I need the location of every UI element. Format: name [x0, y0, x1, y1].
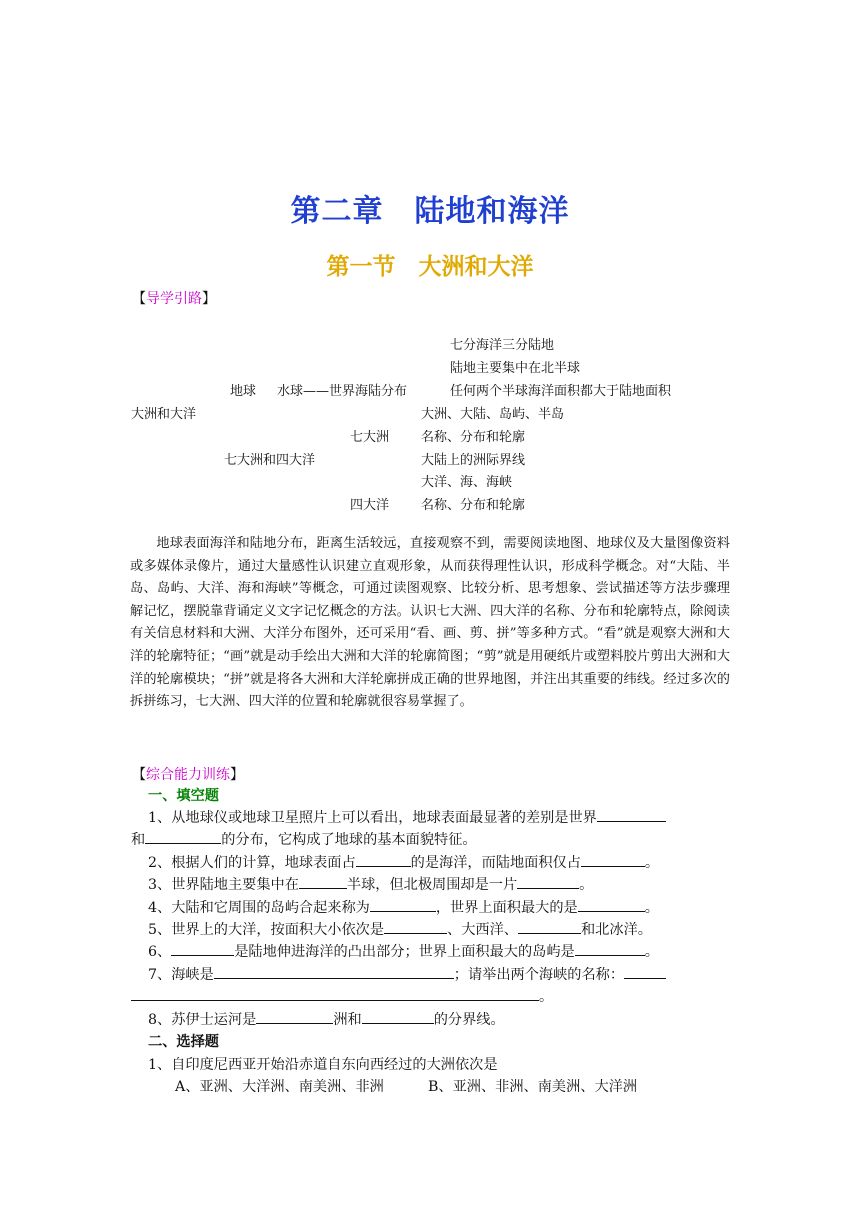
section-heading-choice: 二、选择题	[148, 1034, 219, 1050]
outline-four-oceans: 四大洋	[350, 498, 390, 513]
intro-paragraph: 地球表面海洋和陆地分布，距离生活较远，直接观察不到，需要阅读地图、地球仪及大量图像资料或多媒体录像片，通过大量感性认识建立直观形象，从而获得理性认识，形成科学概念。对“大陆、半岛、岛屿、大洋、海和海峡”等概念，可通过读图观察、比较分析、思考想象、尝试描述等方法步骤理解记忆，摆脱靠背诵定义文字记忆概念的方法。认识七大洲、四大洋的名称、分布和轮廓特点，除阅读有关信息材料和大洲、大洋分布图外，还可采用“看、画、剪、拼”等多种方式。“看”就是观察大洲和大洋的轮廓特征；“画”就是动手绘出大洲和大洋的轮廓简图；“剪”就是用硬纸片或塑料胶片剪出大洲和大洋的轮廓模块；“拼”就是将各大洲和大洋轮廓拼成正确的世界地图，并注出其重要的纬线。经过多次的拆拼练习，七大洲、四大洋的位置和轮廓就很容易掌握了。	[130, 536, 730, 710]
outline-water-planet: 水球——世界海陆分布	[277, 384, 408, 399]
choice-option-b[interactable]: B、亚洲、非洲、南美洲、大洋洲	[428, 1079, 638, 1095]
choice-option-a[interactable]: A、亚洲、大洋洲、南美洲、非洲	[175, 1079, 384, 1095]
answer-blank[interactable]	[145, 829, 221, 844]
q5-text-a: 5、世界上的大洋，按面积大小依次是	[148, 922, 385, 938]
outline-item: 七分海洋三分陆地	[450, 338, 555, 353]
q7-text-c: 。	[539, 989, 554, 1005]
q8-text-a: 8、苏伊士运河是	[148, 1012, 257, 1028]
q3-text-c: 。	[579, 877, 594, 893]
section-heading-fill: 一、填空题	[148, 788, 219, 804]
answer-blank[interactable]	[581, 852, 645, 867]
outline-item: 任何两个半球海洋面积都大于陆地面积	[450, 384, 672, 399]
guide-heading	[132, 288, 216, 308]
q6-text-a: 6、	[148, 944, 172, 960]
answer-blank[interactable]	[578, 897, 645, 912]
answer-blank[interactable]	[575, 941, 645, 956]
answer-blank[interactable]	[518, 919, 581, 934]
answer-blank[interactable]	[356, 852, 411, 867]
question-2	[148, 852, 659, 872]
outline-item: 陆地主要集中在北半球	[450, 361, 581, 376]
q1-text-c: 的分布，它构成了地球的基本面貌特征。	[221, 832, 477, 848]
answer-blank[interactable]	[171, 941, 234, 956]
outline-item: 大洲、大陆、岛屿、半岛	[421, 407, 565, 422]
outline-item: 名称、分布和轮廓	[421, 498, 526, 513]
question-1-line2	[131, 829, 477, 849]
outline-item: 大洋、海、海峡	[421, 475, 513, 490]
q4-text-a: 4、大陆和它周围的岛屿合起来称为	[148, 900, 370, 916]
q1-text-a: 1、从地球仪或地球卫星照片上可以看出，地球表面最显著的差别是世界	[148, 810, 597, 826]
answer-blank[interactable]	[370, 897, 436, 912]
outline-item: 名称、分布和轮廓	[421, 430, 526, 445]
answer-blank[interactable]	[597, 807, 666, 822]
answer-blank[interactable]	[384, 919, 447, 934]
choice-question-1: 1、自印度尼西亚开始沿赤道自东向西经过的大洲依次是	[148, 1057, 498, 1073]
q3-text-a: 3、世界陆地主要集中在	[148, 877, 299, 893]
guide-label: 导学引路	[146, 291, 202, 307]
question-4	[148, 897, 659, 917]
outline-seven-continents: 七大洲	[350, 430, 390, 445]
chapter-title: 第二章 陆地和海洋	[290, 194, 570, 229]
q4-text-b: ，世界上面积最大的是	[435, 900, 578, 916]
bracket-left: 【	[132, 767, 146, 783]
question-3	[148, 874, 593, 894]
answer-blank[interactable]	[131, 986, 539, 1001]
q6-text-b: 是陆地伸进海洋的凸出部分；世界上面积最大的岛屿是	[234, 944, 575, 960]
answer-blank[interactable]	[299, 874, 347, 889]
question-7-line2	[131, 986, 553, 1006]
answer-blank[interactable]	[517, 874, 579, 889]
bracket-left: 【	[132, 291, 146, 307]
bracket-right: 】	[202, 291, 216, 307]
answer-blank[interactable]	[362, 1009, 434, 1024]
q2-text-b: 的是海洋，而陆地面积仅占	[410, 855, 581, 871]
bracket-right: 】	[230, 767, 244, 783]
outline-earth: 地球	[230, 384, 257, 399]
q7-text-a: 7、海峡是	[148, 967, 214, 983]
question-5	[148, 919, 652, 939]
q2-text-c: 。	[644, 855, 660, 871]
q4-text-c: 。	[644, 900, 659, 916]
q5-text-b: 、大西洋、	[447, 922, 518, 938]
answer-blank[interactable]	[256, 1009, 333, 1024]
question-1-line1	[148, 807, 666, 827]
q8-text-c: 的分界线。	[433, 1012, 505, 1028]
question-8	[148, 1009, 505, 1029]
answer-blank[interactable]	[624, 964, 666, 979]
q8-text-b: 洲和	[333, 1012, 362, 1028]
q6-text-c: 。	[644, 944, 659, 960]
q5-text-c: 和北冰洋。	[580, 922, 652, 938]
outline-seven-four: 七大洲和四大洋	[224, 453, 316, 468]
answer-blank[interactable]	[214, 964, 454, 979]
q3-text-b: 半球，但北极周围却是一片	[346, 877, 518, 893]
q2-text-a: 2、根据人们的计算，地球表面占	[148, 855, 356, 871]
question-6	[148, 941, 659, 961]
training-heading	[132, 764, 244, 784]
outline-item: 大陆上的洲际界线	[421, 453, 526, 468]
question-7-line1	[148, 964, 666, 984]
q7-text-b: ；请举出两个海峡的名称：	[453, 967, 625, 983]
outline-root: 大洲和大洋	[131, 407, 197, 422]
training-label: 综合能力训练	[146, 767, 230, 783]
q1-text-b: 和	[131, 832, 146, 848]
section-title: 第一节 大洲和大洋	[326, 254, 534, 280]
